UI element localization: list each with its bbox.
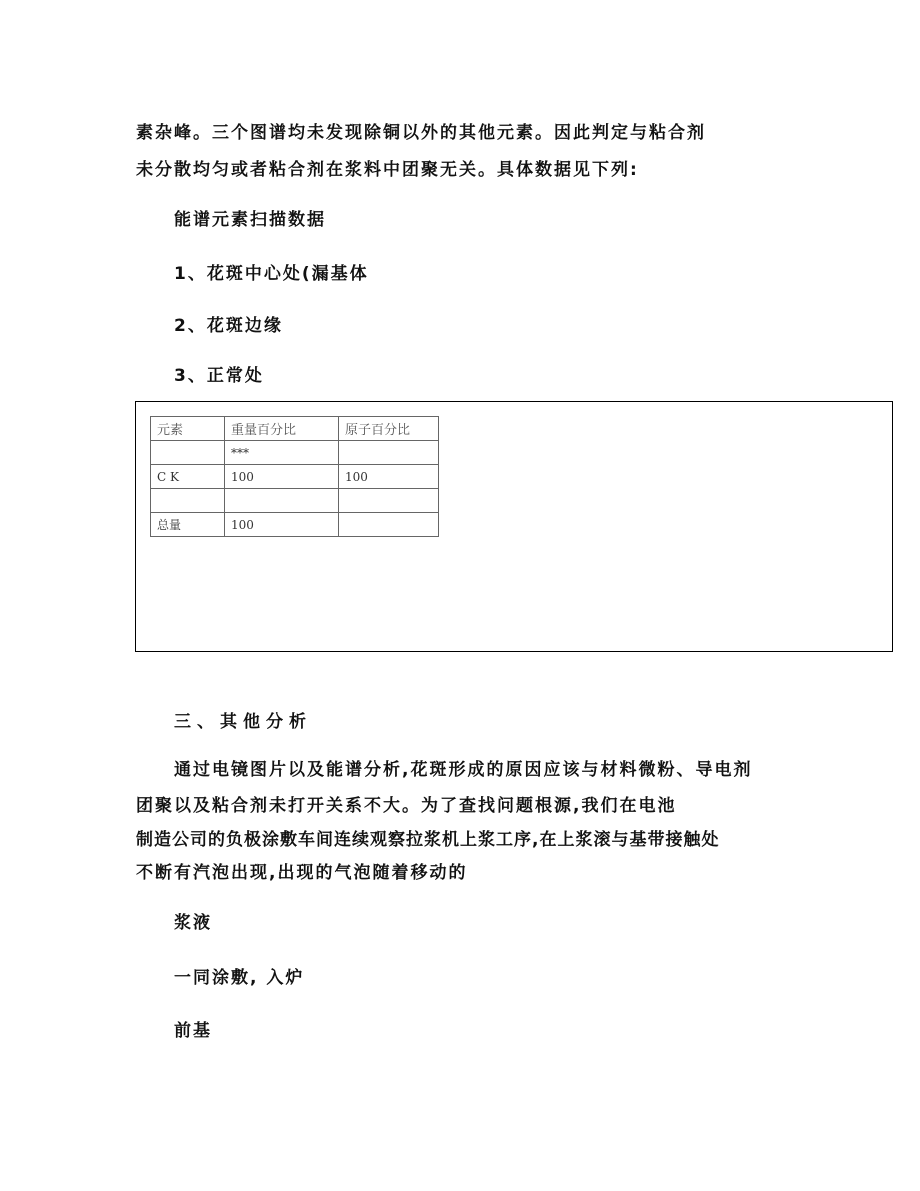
table-header-cell: 重量百分比: [225, 417, 339, 441]
table-cell: [339, 513, 439, 537]
fragment-2: 一同涂敷, 入炉: [174, 968, 305, 988]
table-row: [151, 441, 439, 465]
table-cell: 100: [225, 513, 339, 537]
paragraph1-line1: 素杂峰。三个图谱均未发现除铜以外的其他元素。因此判定与粘合剂: [136, 123, 706, 143]
data-figure-frame: [135, 401, 893, 652]
scan-data-title: 能谱元素扫描数据: [174, 210, 326, 230]
section3-heading: 三、其他分析: [174, 712, 312, 732]
table-row: [151, 513, 439, 537]
table-header-cell: 原子百分比: [339, 417, 439, 441]
table-cell: [339, 441, 439, 465]
element-data-table: [150, 416, 439, 537]
fragment-3: 前基: [174, 1021, 212, 1041]
fragment-1: 浆液: [174, 913, 212, 933]
table-cell: 100: [339, 465, 439, 489]
table-cell: [339, 489, 439, 513]
paragraph2-line4: 不断有汽泡出现,出现的气泡随着移动的: [136, 863, 468, 883]
paragraph2-line2: 团聚以及粘合剂未打开关系不大。为了查找问题根源,我们在电池: [136, 796, 677, 816]
table-cell: [151, 489, 225, 513]
table-row: [151, 465, 439, 489]
table-header-row: [151, 417, 439, 441]
table-cell: C K: [151, 465, 225, 489]
paragraph2-line1: 通过电镜图片以及能谱分析,花斑形成的原因应该与材料微粉、导电剂: [174, 760, 753, 780]
table-row: [151, 489, 439, 513]
paragraph2-line3: 制造公司的负极涂敷车间连续观察拉浆机上浆工序,在上浆滚与基带接触处: [136, 830, 720, 850]
table-cell: 总量: [151, 513, 225, 537]
table-cell: [151, 441, 225, 465]
table-cell: ***: [225, 441, 339, 465]
table-header-cell: 元素: [151, 417, 225, 441]
list-item-3: 3、正常处: [174, 366, 264, 386]
paragraph1-line2: 未分散均匀或者粘合剂在浆料中团聚无关。具体数据见下列:: [136, 160, 639, 180]
list-item-1: 1、花斑中心处(漏基体: [174, 264, 369, 284]
table-cell: [225, 489, 339, 513]
table-cell: 100: [225, 465, 339, 489]
list-item-2: 2、花斑边缘: [174, 316, 283, 336]
